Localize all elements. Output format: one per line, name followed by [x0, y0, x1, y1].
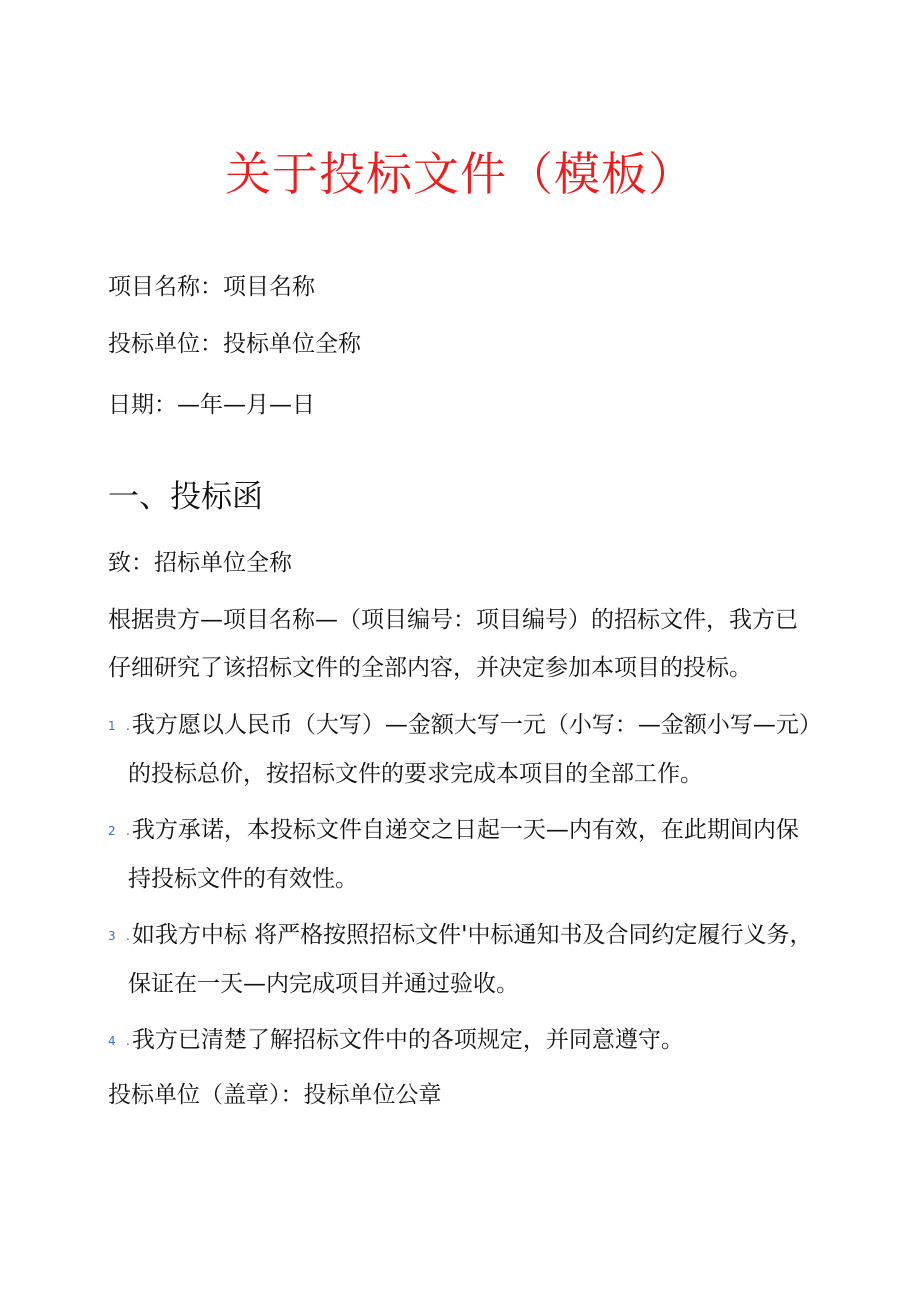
list-item: 1 .我方愿以人民币（大写）—金额大写一元（小写：—金额小写—元） 的投标总价，按招标文件的要求完成本项目的全部工作。 [108, 701, 823, 798]
list-item-text-cont: 的投标总价，按招标文件的要求完成本项目的全部工作。 [128, 761, 703, 787]
intro-paragraph [108, 596, 823, 692]
date-line: 日期：—年—月—日 [108, 392, 315, 418]
bidder-line: 投标单位：投标单位全称 [108, 331, 361, 357]
addressee-line: 致：招标单位全称 [108, 550, 292, 576]
list-item: 3 .如我方中标 将严格按照招标文件'中标通知书及合同约定履行义务， 保证在一天—内完成项目并通过验收。 [108, 911, 823, 1008]
section-heading: 一、投标函 [108, 479, 263, 515]
list-item-number: 3 [108, 929, 116, 943]
list-item-number: 4 [108, 1034, 116, 1048]
list-item-text: 我方愿以人民币（大写）—金额大写一元（小写：—金额小写—元） [131, 712, 822, 738]
document-title: 关于投标文件（模板） [225, 147, 695, 201]
list-item-text: 我方承诺，本投标文件自递交之日起一天—内有效，在此期间内保 [131, 817, 799, 843]
list-item: 2 .我方承诺，本投标文件自递交之日起一天—内有效，在此期间内保 持投标文件的有效性。 [108, 806, 823, 903]
list-item-number: 2 [108, 824, 116, 838]
list-item-number: 1 [108, 719, 116, 733]
list-item-text: 我方已清楚了解招标文件中的各项规定，并同意遵守。 [131, 1027, 684, 1053]
list-item-text-cont: 保证在一天—内完成项目并通过验收。 [128, 971, 519, 997]
list-item-text: 如我方中标 将严格按照招标文件'中标通知书及合同约定履行义务， [131, 922, 813, 948]
project-name-line: 项目名称：项目名称 [108, 274, 315, 300]
intro-line-2: 仔细研究了该招标文件的全部内容，并决定参加本项目的投标。 [108, 655, 752, 681]
list-item: 4 .我方已清楚了解招标文件中的各项规定，并同意遵守。 [108, 1016, 823, 1065]
seal-line: 投标单位（盖章）：投标单位公章 [108, 1082, 442, 1108]
list-item-text-cont: 持投标文件的有效性。 [128, 866, 358, 892]
intro-line-1: 根据贵方—项目名称—（项目编号：项目编号）的招标文件，我方已 [108, 607, 798, 633]
